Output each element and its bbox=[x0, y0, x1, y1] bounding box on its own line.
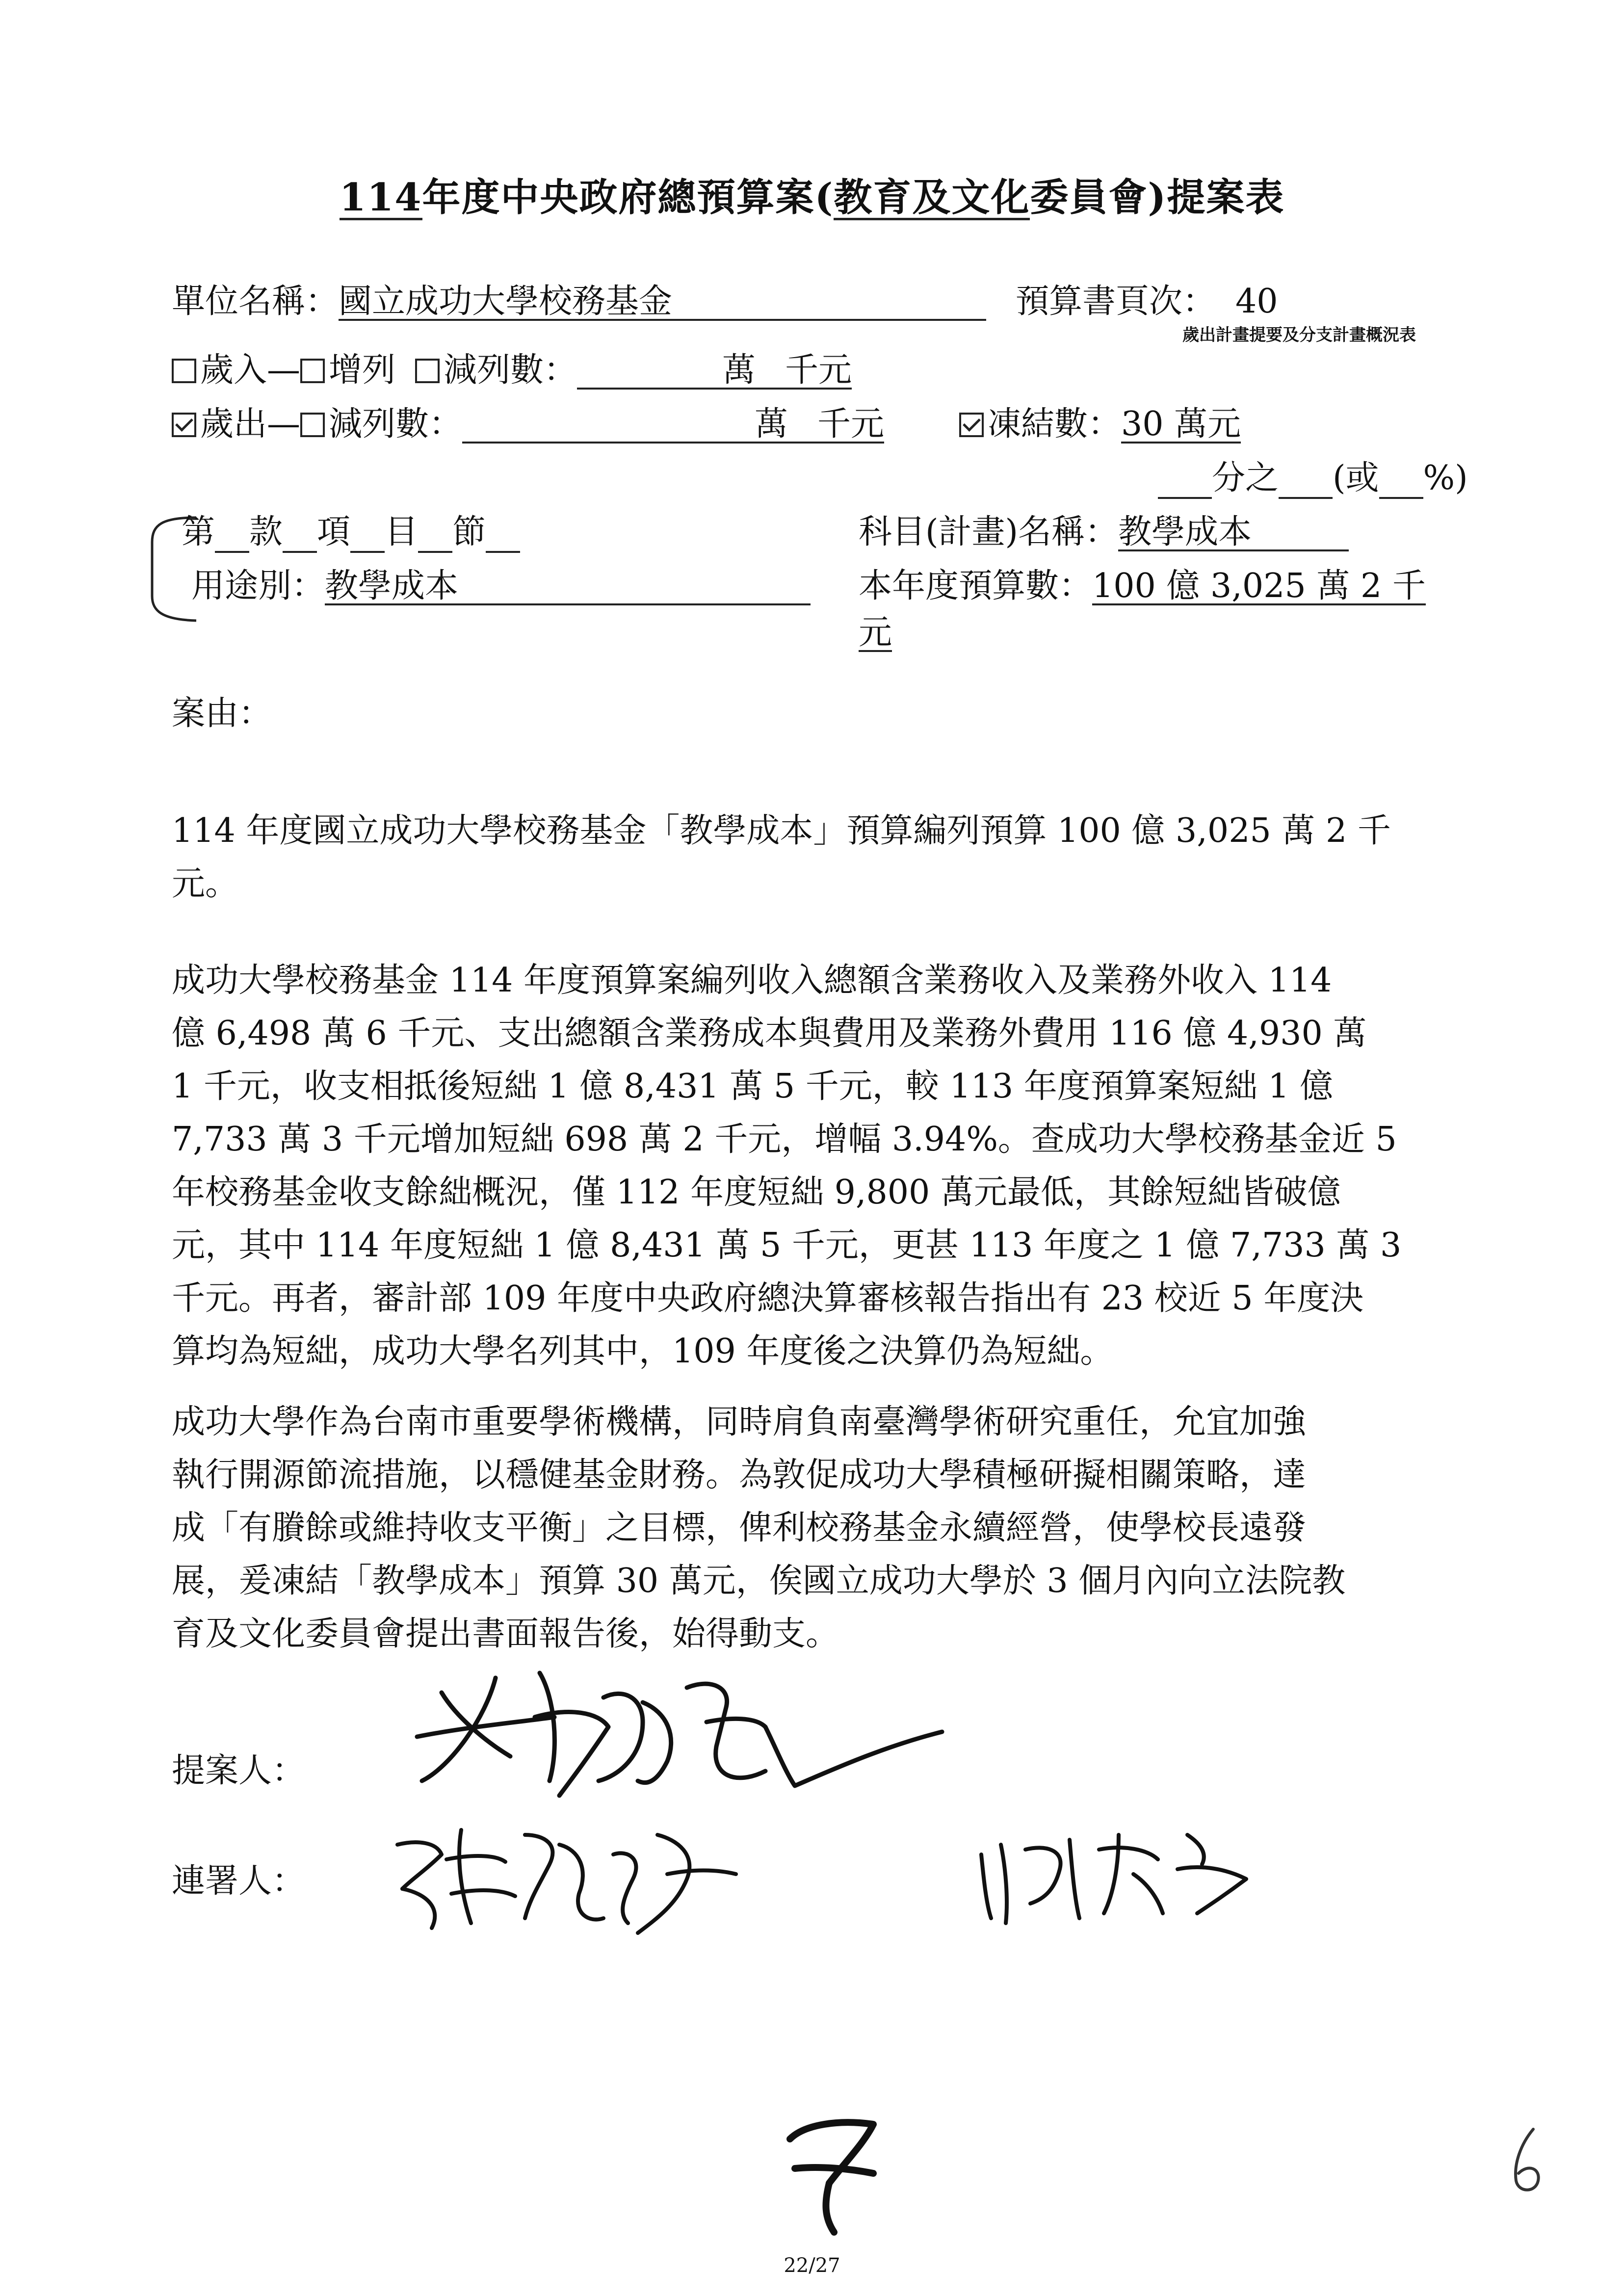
fraction-or: (或 bbox=[1333, 459, 1379, 497]
fraction-percent: %) bbox=[1423, 459, 1468, 497]
revenue-unit-wan: 萬 bbox=[722, 351, 756, 390]
budget-value-line2: 元 bbox=[859, 613, 892, 652]
revenue-decrease-checkbox[interactable] bbox=[415, 359, 440, 383]
paragraph-line: 7,733 萬 3 千元增加短絀 698 萬 2 千元，增幅 3.94%。查成功大學校務基金近 5 bbox=[172, 1120, 1397, 1159]
paragraph-line: 年校務基金收支餘絀概況，僅 112 年度短絀 9,800 萬元最低，其餘短絀皆破億 bbox=[172, 1173, 1341, 1212]
fraction-denominator-blank[interactable] bbox=[1158, 469, 1212, 499]
proposer-signature bbox=[412, 1658, 962, 1820]
handwritten-number-6 bbox=[1506, 2124, 1550, 2198]
paragraph-line: 千元。再者，審計部 109 年度中央政府總決算審核報告指出有 23 校近 5 年度決 bbox=[172, 1279, 1364, 1318]
revenue-decrease-label: 減列數： bbox=[444, 351, 577, 390]
proposer-label: 提案人： bbox=[172, 1751, 306, 1790]
page-note: 歲出計畫提要及分支計畫概況表 bbox=[1182, 325, 1416, 345]
title-year: 114 bbox=[339, 175, 422, 220]
purpose-row bbox=[191, 559, 811, 607]
revenue-amount-field[interactable] bbox=[577, 353, 852, 390]
handwritten-number-7 bbox=[775, 2110, 893, 2242]
cosigner-signature-1 bbox=[383, 1815, 746, 1943]
cosigner-label: 連署人： bbox=[172, 1862, 306, 1901]
paragraph-3 bbox=[172, 1396, 1501, 1661]
expense-unit-qian: 千元 bbox=[817, 405, 885, 444]
title-committee: 教育及文化 bbox=[834, 175, 1030, 220]
revenue-label: 歲入— bbox=[200, 351, 301, 390]
freeze-label: 凍結數： bbox=[988, 405, 1122, 444]
subject-value: 教學成本 bbox=[1118, 515, 1349, 551]
increase-label: 增列 bbox=[329, 351, 396, 390]
fraction-fen-zhi: 分之 bbox=[1212, 459, 1279, 497]
percent-blank[interactable] bbox=[1379, 469, 1423, 499]
budget-row-cont bbox=[859, 613, 892, 652]
expense-unit-wan: 萬 bbox=[755, 405, 788, 444]
reason-label: 案由： bbox=[172, 694, 272, 733]
expense-decrease-label: 減列數： bbox=[329, 405, 463, 444]
purpose-label: 用途別： bbox=[191, 567, 325, 605]
paragraph-line: 元。 bbox=[172, 864, 239, 903]
expense-checkbox[interactable] bbox=[172, 413, 196, 437]
title-part-1: 年度中央政府總預算案( bbox=[422, 175, 834, 220]
paragraph-2 bbox=[172, 954, 1501, 1378]
freeze-group bbox=[959, 397, 1241, 445]
paragraph-line: 算均為短絀，成功大學名列其中，109 年度後之決算仍為短絀。 bbox=[172, 1332, 1114, 1371]
revenue-unit-qian: 千元 bbox=[785, 351, 852, 390]
paragraph-line: 成功大學校務基金 114 年度預算案編列收入總額含業務收入及業務外收入 114 bbox=[172, 961, 1332, 1000]
section-jie: 節 bbox=[452, 513, 486, 551]
paragraph-line: 展，爰凍結「教學成本」預算 30 萬元，俟國立成功大學於 3 個月內向立法院教 bbox=[172, 1562, 1346, 1600]
xiang-blank[interactable] bbox=[283, 522, 317, 553]
cosigner-signature-2 bbox=[971, 1815, 1266, 1928]
page-ref bbox=[1016, 275, 1278, 322]
document-title bbox=[0, 167, 1624, 222]
purpose-value: 教學成本 bbox=[325, 569, 811, 605]
unit-label: 單位名稱： bbox=[172, 282, 339, 321]
subject-row bbox=[859, 505, 1349, 553]
budget-value-line1: 100 億 3,025 萬 2 千 bbox=[1092, 567, 1426, 605]
unit-row bbox=[172, 275, 986, 322]
jie-trailing-blank[interactable] bbox=[486, 522, 520, 553]
paragraph-line: 1 千元，收支相抵後短絀 1 億 8,431 萬 5 千元，較 113 年度預算案短絀 1 億 bbox=[172, 1067, 1334, 1106]
freeze-value: 30 萬元 bbox=[1121, 405, 1241, 444]
budget-row bbox=[859, 559, 1426, 607]
section-di: 第 bbox=[182, 513, 215, 551]
revenue-row bbox=[172, 343, 852, 391]
page-value: 40 bbox=[1235, 282, 1278, 321]
section-mu: 目 bbox=[385, 513, 419, 551]
paragraph-line: 成「有賸餘或維持收支平衡」之目標，俾利校務基金永續經營，使學校長遠發 bbox=[172, 1509, 1307, 1547]
paragraph-line: 育及文化委員會提出書面報告後，始得動支。 bbox=[172, 1615, 839, 1653]
jie-blank[interactable] bbox=[418, 522, 452, 553]
fraction-row bbox=[1158, 451, 1468, 499]
budget-label: 本年度預算數： bbox=[859, 567, 1093, 605]
increase-checkbox[interactable] bbox=[300, 359, 325, 383]
section-kuan: 款 bbox=[249, 513, 283, 551]
paragraph-1 bbox=[172, 805, 1501, 911]
paragraph-line: 成功大學作為台南市重要學術機構，同時肩負南臺灣學術研究重任，允宜加強 bbox=[172, 1403, 1307, 1441]
subject-label: 科目(計畫)名稱： bbox=[859, 513, 1119, 551]
paragraph-line: 元，其中 114 年度短絀 1 億 8,431 萬 5 千元，更甚 113 年度之 1 億 7,733 萬 3 bbox=[172, 1226, 1402, 1265]
expense-label: 歲出— bbox=[200, 405, 301, 444]
paragraph-line: 億 6,498 萬 6 千元、支出總額含業務成本與費用及業務外費用 116 億 4,930 萬 bbox=[172, 1014, 1367, 1053]
unit-value: 國立成功大學校務基金 bbox=[339, 284, 986, 321]
freeze-checkbox[interactable] bbox=[959, 413, 984, 437]
section-code-row bbox=[182, 505, 520, 553]
fraction-numerator-blank[interactable] bbox=[1279, 469, 1333, 499]
section-xiang: 項 bbox=[317, 513, 351, 551]
page-number: 22/27 bbox=[784, 2254, 840, 2277]
kuan-blank[interactable] bbox=[215, 522, 249, 553]
page-label: 預算書頁次： bbox=[1016, 282, 1216, 321]
expense-row bbox=[172, 397, 884, 445]
title-part-2: 委員會)提案表 bbox=[1030, 175, 1285, 220]
paragraph-line: 114 年度國立成功大學校務基金「教學成本」預算編列預算 100 億 3,025 萬 2 千 bbox=[172, 811, 1391, 850]
revenue-checkbox[interactable] bbox=[172, 359, 196, 383]
paragraph-line: 執行開源節流措施，以穩健基金財務。為敦促成功大學積極研擬相關策略，達 bbox=[172, 1456, 1307, 1494]
expense-decrease-checkbox[interactable] bbox=[300, 413, 325, 437]
mu-blank[interactable] bbox=[350, 522, 385, 553]
expense-amount-field[interactable] bbox=[462, 407, 884, 444]
